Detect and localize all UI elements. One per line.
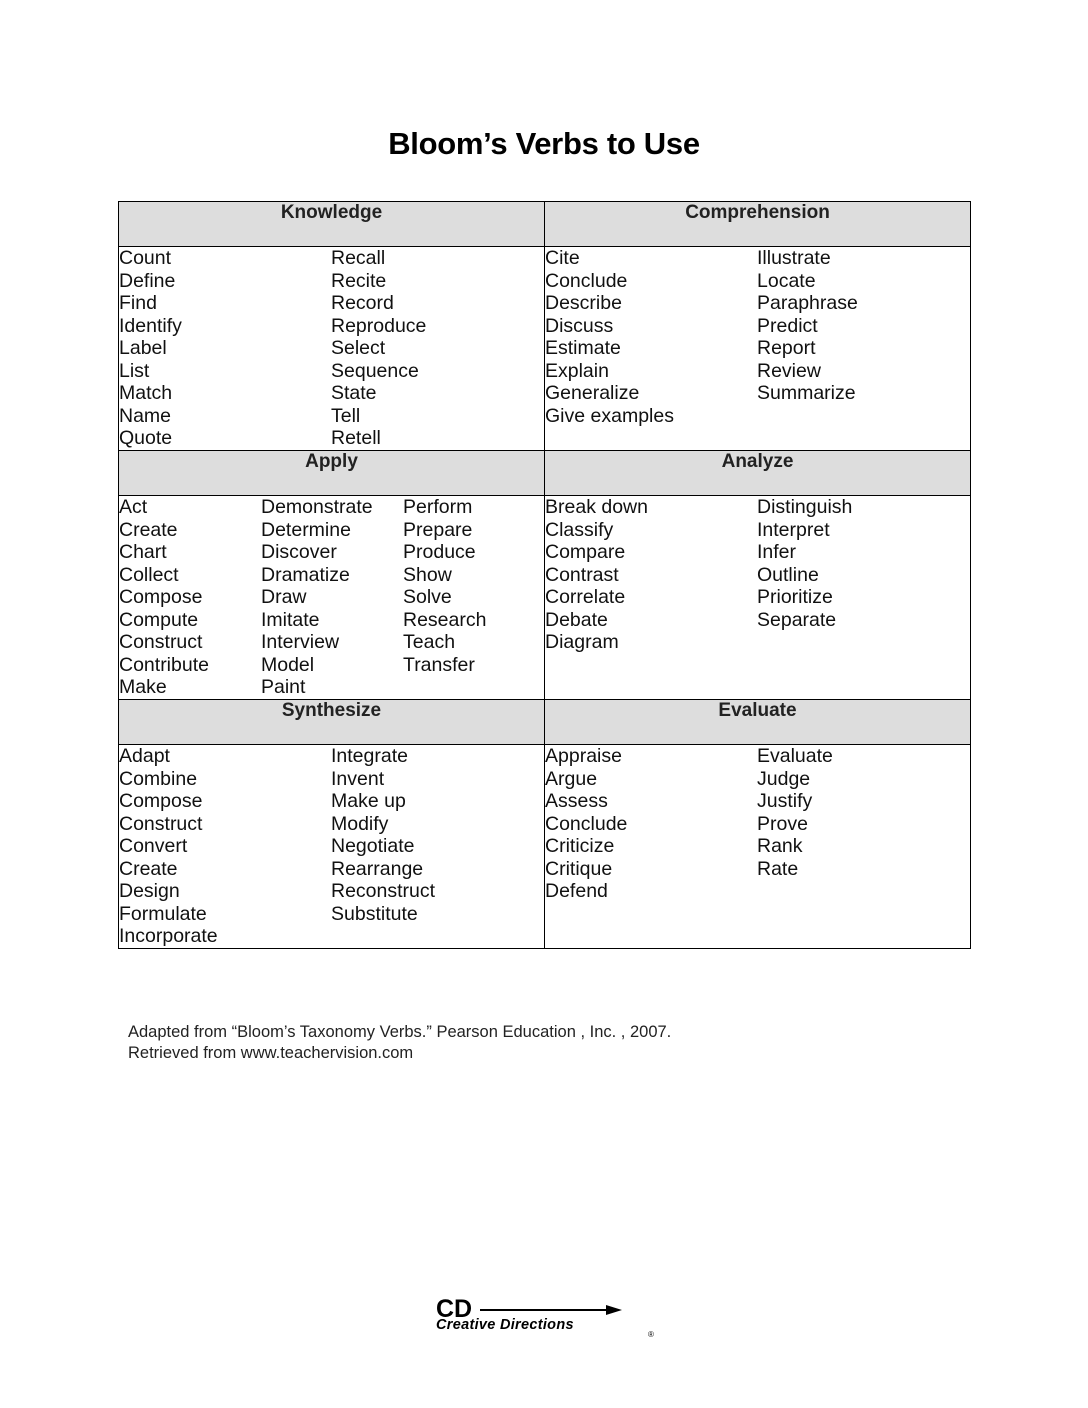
verb-item: Match: [119, 382, 173, 404]
verb-item: Name: [119, 404, 172, 427]
logo-text: Creative Directions: [436, 1317, 574, 1333]
evaluate-heading: Evaluate: [545, 700, 971, 745]
analyze-cell: [545, 496, 971, 700]
verb-item: Identify: [119, 314, 182, 337]
verb-item: Construct: [119, 631, 203, 653]
verb-item: Negotiate: [331, 835, 415, 857]
verb-item: Find: [119, 292, 157, 314]
comprehension-column: [757, 247, 858, 427]
verb-item: Rearrange: [331, 857, 424, 880]
verb-item: Interpret: [757, 518, 830, 541]
evaluate-cell: [545, 745, 971, 949]
knowledge-column: [119, 247, 331, 450]
apply-cell: [119, 496, 545, 700]
verb-item: Create: [119, 857, 178, 880]
synthesize-column: [331, 745, 435, 948]
verb-item: Make: [119, 676, 167, 698]
verb-item: Outline: [757, 563, 819, 586]
evaluate-column: [757, 745, 833, 903]
apply-column: [261, 496, 403, 699]
verb-item: Create: [119, 518, 178, 541]
verb-item: Reconstruct: [331, 880, 436, 902]
verb-item: Conclude: [545, 812, 628, 835]
verb-item: Research: [403, 608, 487, 631]
page-title: Bloom’s Verbs to Use: [388, 126, 700, 161]
verb-item: Substitute: [331, 902, 418, 925]
verb-item: Formulate: [119, 902, 207, 925]
comprehension-verb-columns: [545, 247, 970, 427]
synthesize-heading: Synthesize: [119, 700, 545, 745]
verb-item: Integrate: [331, 745, 408, 767]
verb-item: Perform: [403, 496, 473, 518]
verb-item: Combine: [119, 767, 198, 790]
verb-item: Evaluate: [757, 745, 833, 767]
verb-item: Classify: [545, 518, 614, 541]
verb-item: Compose: [119, 586, 203, 608]
verb-item: Review: [757, 359, 821, 382]
verb-item: Prove: [757, 812, 808, 835]
verb-item: Generalize: [545, 382, 640, 404]
verb-item: Discover: [261, 541, 337, 563]
verb-item: Criticize: [545, 835, 615, 857]
verb-item: Summarize: [757, 382, 856, 404]
verb-item: Paint: [261, 676, 306, 698]
verb-item: Recall: [331, 247, 386, 269]
knowledge-verb-columns: [119, 247, 544, 450]
verb-item: Distinguish: [757, 496, 853, 518]
verbs-table: [118, 201, 971, 949]
verb-item: Record: [331, 292, 394, 314]
synthesize-column: [119, 745, 331, 948]
verb-item: Report: [757, 337, 816, 359]
verb-item: Collect: [119, 563, 179, 586]
verb-item: Imitate: [261, 608, 320, 631]
verb-item: Estimate: [545, 337, 621, 359]
verb-item: Locate: [757, 269, 816, 292]
verb-item: Design: [119, 880, 180, 902]
synthesize-cell: [119, 745, 545, 949]
verb-item: Critique: [545, 857, 613, 880]
verb-item: Prioritize: [757, 586, 833, 608]
verb-item: Convert: [119, 835, 188, 857]
verb-item: Explain: [545, 359, 609, 382]
synthesize-verb-columns: [119, 745, 544, 948]
verb-item: Illustrate: [757, 247, 831, 269]
verb-item: Defend: [545, 880, 608, 902]
verb-item: Tell: [331, 404, 361, 427]
verb-item: Dramatize: [261, 563, 350, 586]
verb-item: Adapt: [119, 745, 170, 767]
creative-directions-logo: [436, 1296, 660, 1340]
verb-item: Compose: [119, 790, 203, 812]
verb-item: State: [331, 382, 377, 404]
verb-item: Justify: [757, 790, 813, 812]
verb-item: Interview: [261, 631, 340, 653]
verb-item: Cite: [545, 247, 580, 269]
verb-item: Teach: [403, 631, 456, 653]
verb-item: Break down: [545, 496, 648, 518]
knowledge-heading: Knowledge: [119, 202, 545, 247]
comprehension-cell: [545, 247, 971, 451]
apply-heading: Apply: [119, 451, 545, 496]
analyze-column: [757, 496, 852, 654]
verb-item: Solve: [403, 586, 452, 608]
verb-item: Paraphrase: [757, 292, 858, 314]
verb-item: Chart: [119, 541, 167, 563]
verb-item: Select: [331, 337, 386, 359]
verb-item: Recite: [331, 269, 387, 292]
verb-item: Quote: [119, 427, 173, 449]
verb-item: Determine: [261, 518, 351, 541]
verb-item: List: [119, 359, 150, 382]
verb-item: Incorporate: [119, 925, 218, 947]
verb-item: Give examples: [545, 404, 674, 427]
verb-item: Separate: [757, 608, 837, 631]
verb-item: Sequence: [331, 359, 419, 382]
analyze-heading: Analyze: [545, 451, 971, 496]
verb-item: Draw: [261, 586, 307, 608]
comprehension-heading: Comprehension: [545, 202, 971, 247]
verb-item: Judge: [757, 767, 811, 790]
verb-item: Describe: [545, 292, 622, 314]
verb-item: Transfer: [403, 653, 475, 676]
verb-item: Infer: [757, 541, 797, 563]
verb-item: Assess: [545, 790, 608, 812]
verb-item: Invent: [331, 767, 385, 790]
evaluate-column: [545, 745, 757, 903]
verb-item: Rate: [757, 857, 799, 880]
verb-item: Modify: [331, 812, 389, 835]
verb-item: Retell: [331, 427, 381, 449]
verb-item: Conclude: [545, 269, 628, 292]
verb-item: Debate: [545, 608, 608, 631]
comprehension-column: [545, 247, 757, 427]
citation: [128, 1022, 671, 1063]
verb-item: Rank: [757, 835, 803, 857]
registered-mark: ®: [648, 1330, 654, 1339]
verb-item: Count: [119, 247, 172, 269]
verb-item: Define: [119, 269, 176, 292]
analyze-column: [545, 496, 757, 654]
verb-item: Produce: [403, 541, 476, 563]
verb-item: Show: [403, 563, 452, 586]
analyze-verb-columns: [545, 496, 970, 654]
logo-mark: CD: [436, 1296, 473, 1322]
citation-line-1: Adapted from “Bloom’s Taxonomy Verbs.” Pearson Education , Inc. , 2007.: [128, 1023, 672, 1041]
verb-item: Appraise: [545, 745, 622, 767]
knowledge-column: [331, 247, 426, 450]
knowledge-cell: [119, 247, 545, 451]
apply-verb-columns: [119, 496, 544, 699]
verb-item: Make up: [331, 790, 406, 812]
verb-item: Act: [119, 496, 148, 518]
verb-item: Correlate: [545, 586, 626, 608]
evaluate-verb-columns: [545, 745, 970, 903]
verb-item: Compute: [119, 608, 199, 631]
verb-item: Contrast: [545, 563, 619, 586]
verb-item: Construct: [119, 812, 203, 835]
verb-item: Discuss: [545, 314, 614, 337]
verb-item: Compare: [545, 541, 626, 563]
citation-line-2: Retrieved from www.teachervision.com: [128, 1043, 414, 1062]
verb-item: Model: [261, 653, 315, 676]
verb-item: Demonstrate: [261, 496, 373, 518]
apply-column: [119, 496, 261, 699]
verb-item: Prepare: [403, 518, 473, 541]
apply-column: [403, 496, 486, 699]
verb-item: Reproduce: [331, 314, 427, 337]
verb-item: Label: [119, 337, 167, 359]
verb-item: Predict: [757, 314, 818, 337]
verb-item: Contribute: [119, 653, 209, 676]
verb-item: Argue: [545, 767, 598, 790]
verb-item: Diagram: [545, 631, 619, 653]
